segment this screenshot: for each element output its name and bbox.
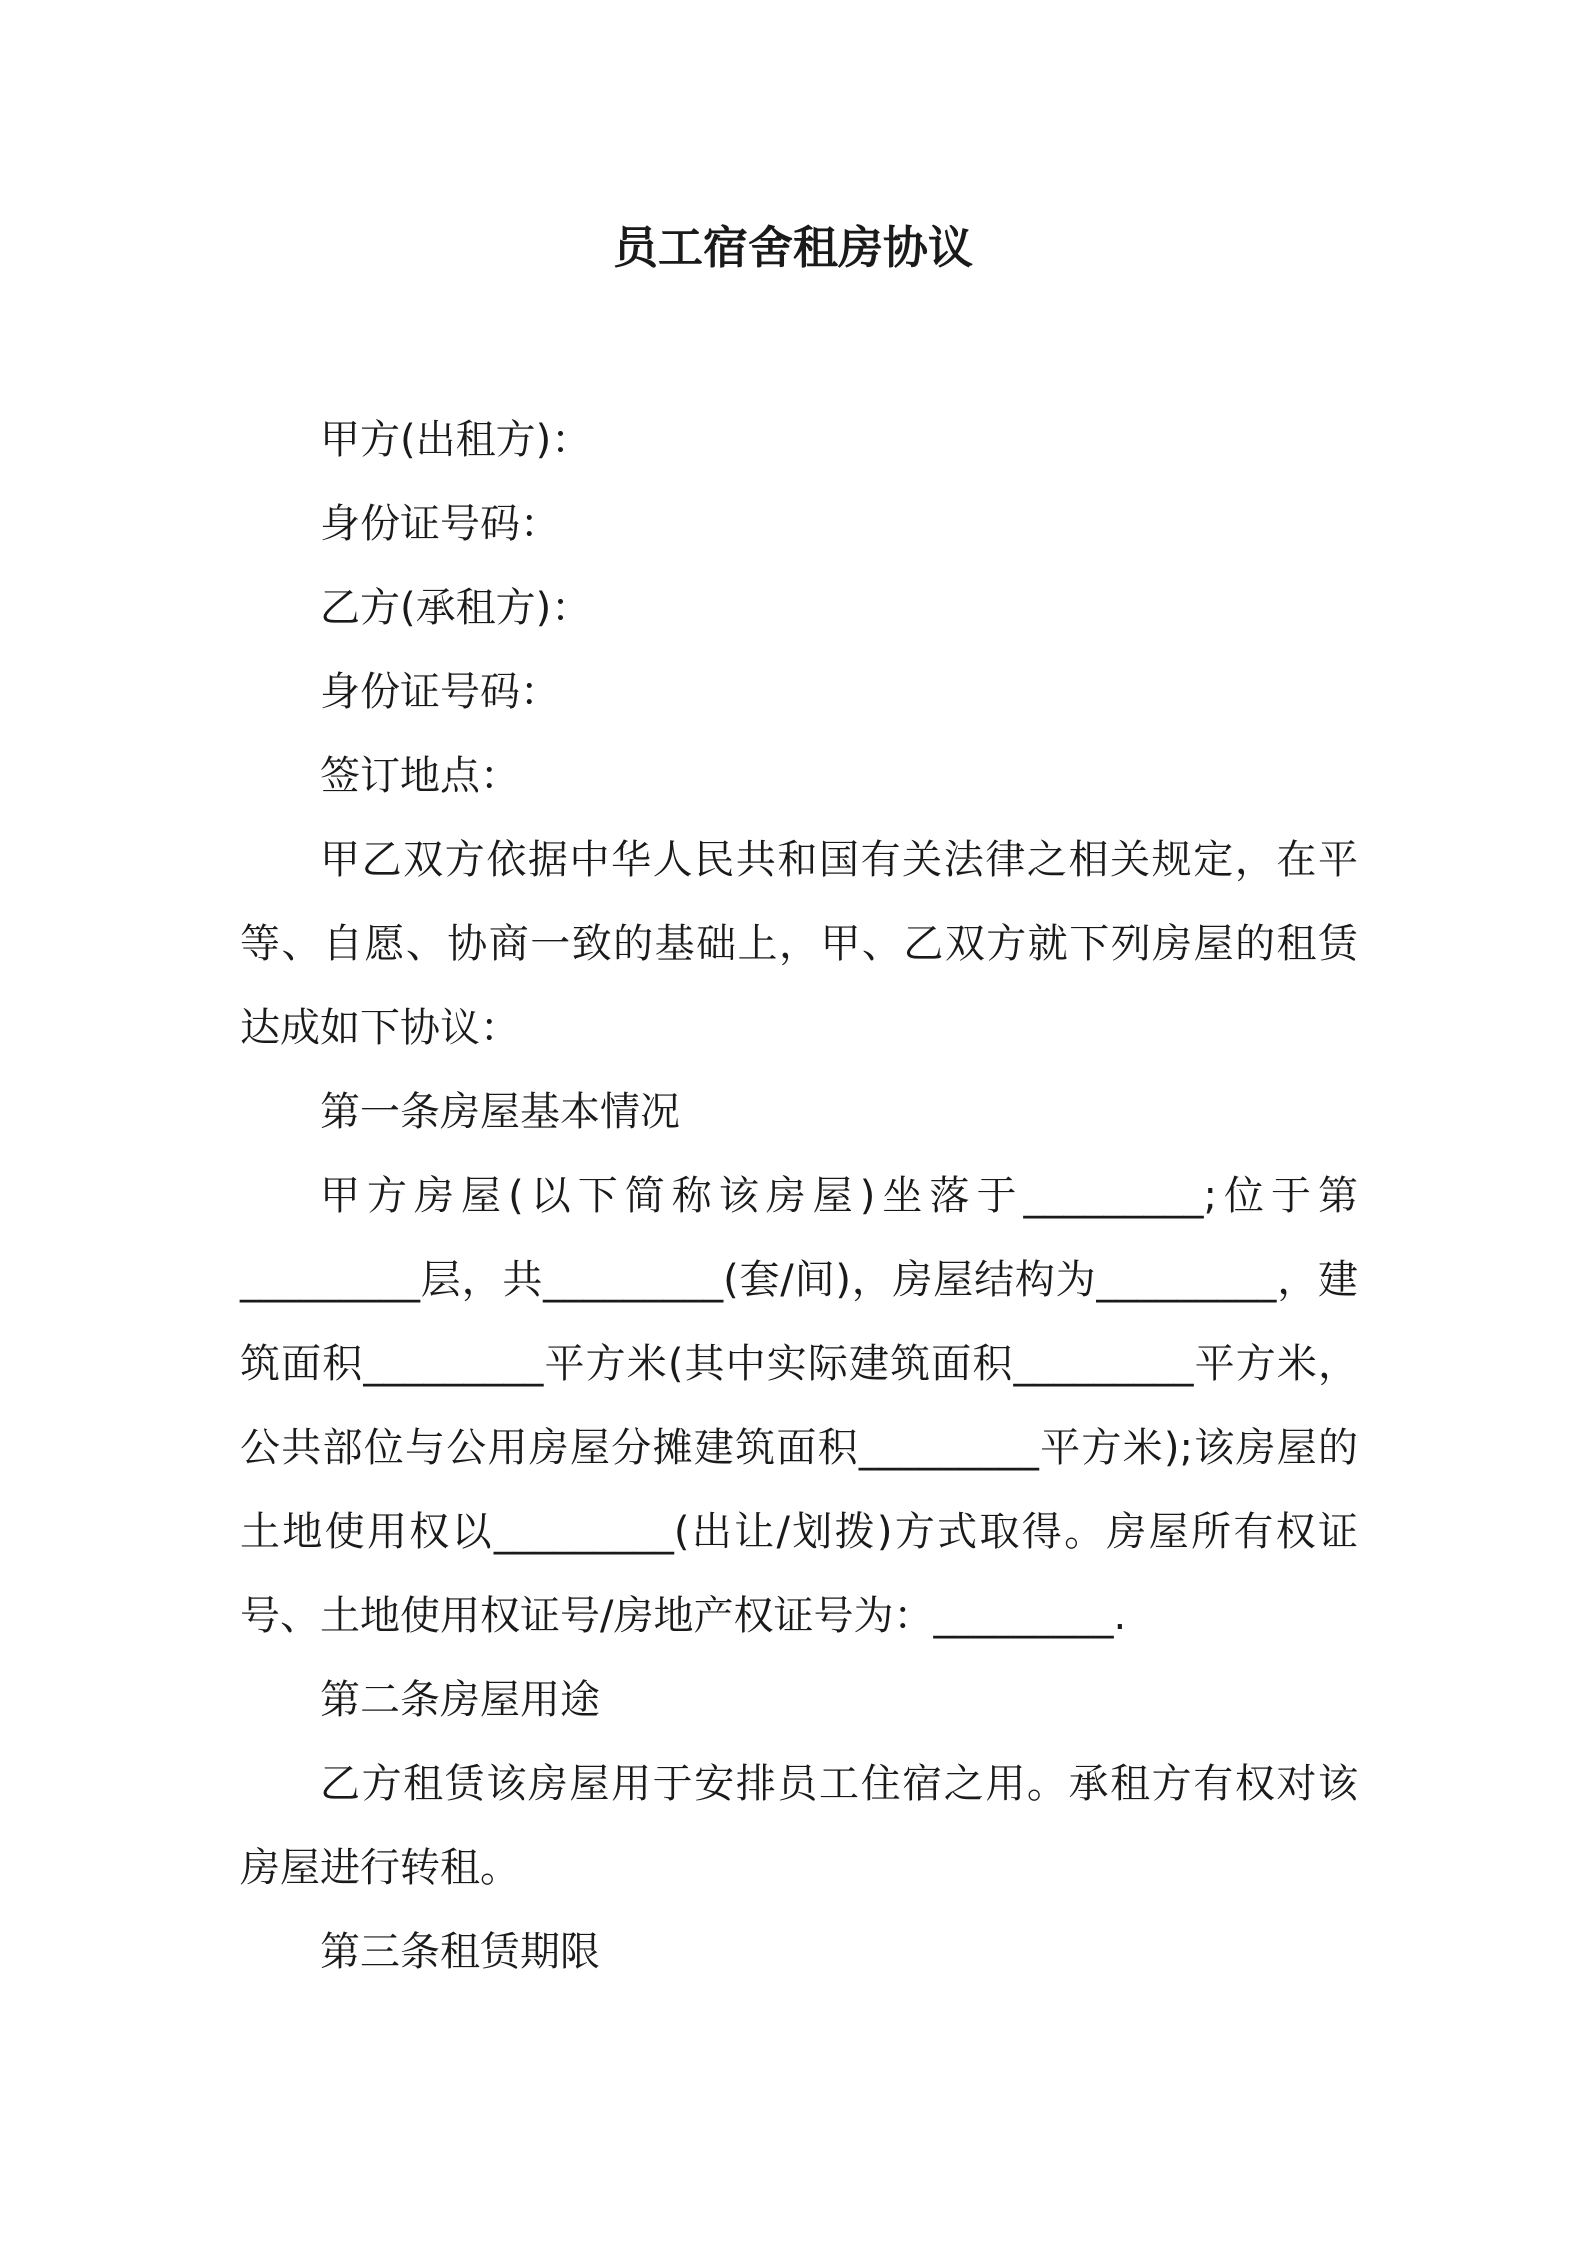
article-1-heading: 第一条房屋基本情况 xyxy=(320,1089,680,1135)
lessor-label: 甲方(出租方)： xyxy=(320,417,592,463)
lessor-id-label: 身份证号码： xyxy=(320,501,560,547)
article-2-heading: 第二条房屋用途 xyxy=(320,1677,600,1723)
article-1-paragraph: 甲方房屋(以下简称该房屋)坐落于_________;位于第_________层，共_________(套/间)，房屋结构为_________，建筑面积_________平方米(其中实际建筑面积_________平方米，公共部位与公用房屋分摊建筑面积_________平方米);该房屋的土地使用权以_________(出让/划拨)方式取得。房屋所有权证号、土地使用权证号/房地产权证号为：_________. xyxy=(240,1173,1358,1639)
preamble-paragraph: 甲乙双方依据中华人民共和国有关法律之相关规定，在平等、自愿、协商一致的基础上，甲、乙双方就下列房屋的租赁达成如下协议： xyxy=(240,837,1358,1051)
article-3-heading: 第三条租赁期限 xyxy=(320,1929,600,1975)
document-title: 员工宿舍租房协议 xyxy=(612,221,973,274)
signing-place-label: 签订地点： xyxy=(320,753,520,799)
article-2-paragraph: 乙方租赁该房屋用于安排员工住宿之用。承租方有权对该房屋进行转租。 xyxy=(240,1761,1358,1891)
lessee-label: 乙方(承租方)： xyxy=(320,585,592,631)
document-body xyxy=(240,398,1358,1994)
lessee-id-label: 身份证号码： xyxy=(320,669,560,715)
